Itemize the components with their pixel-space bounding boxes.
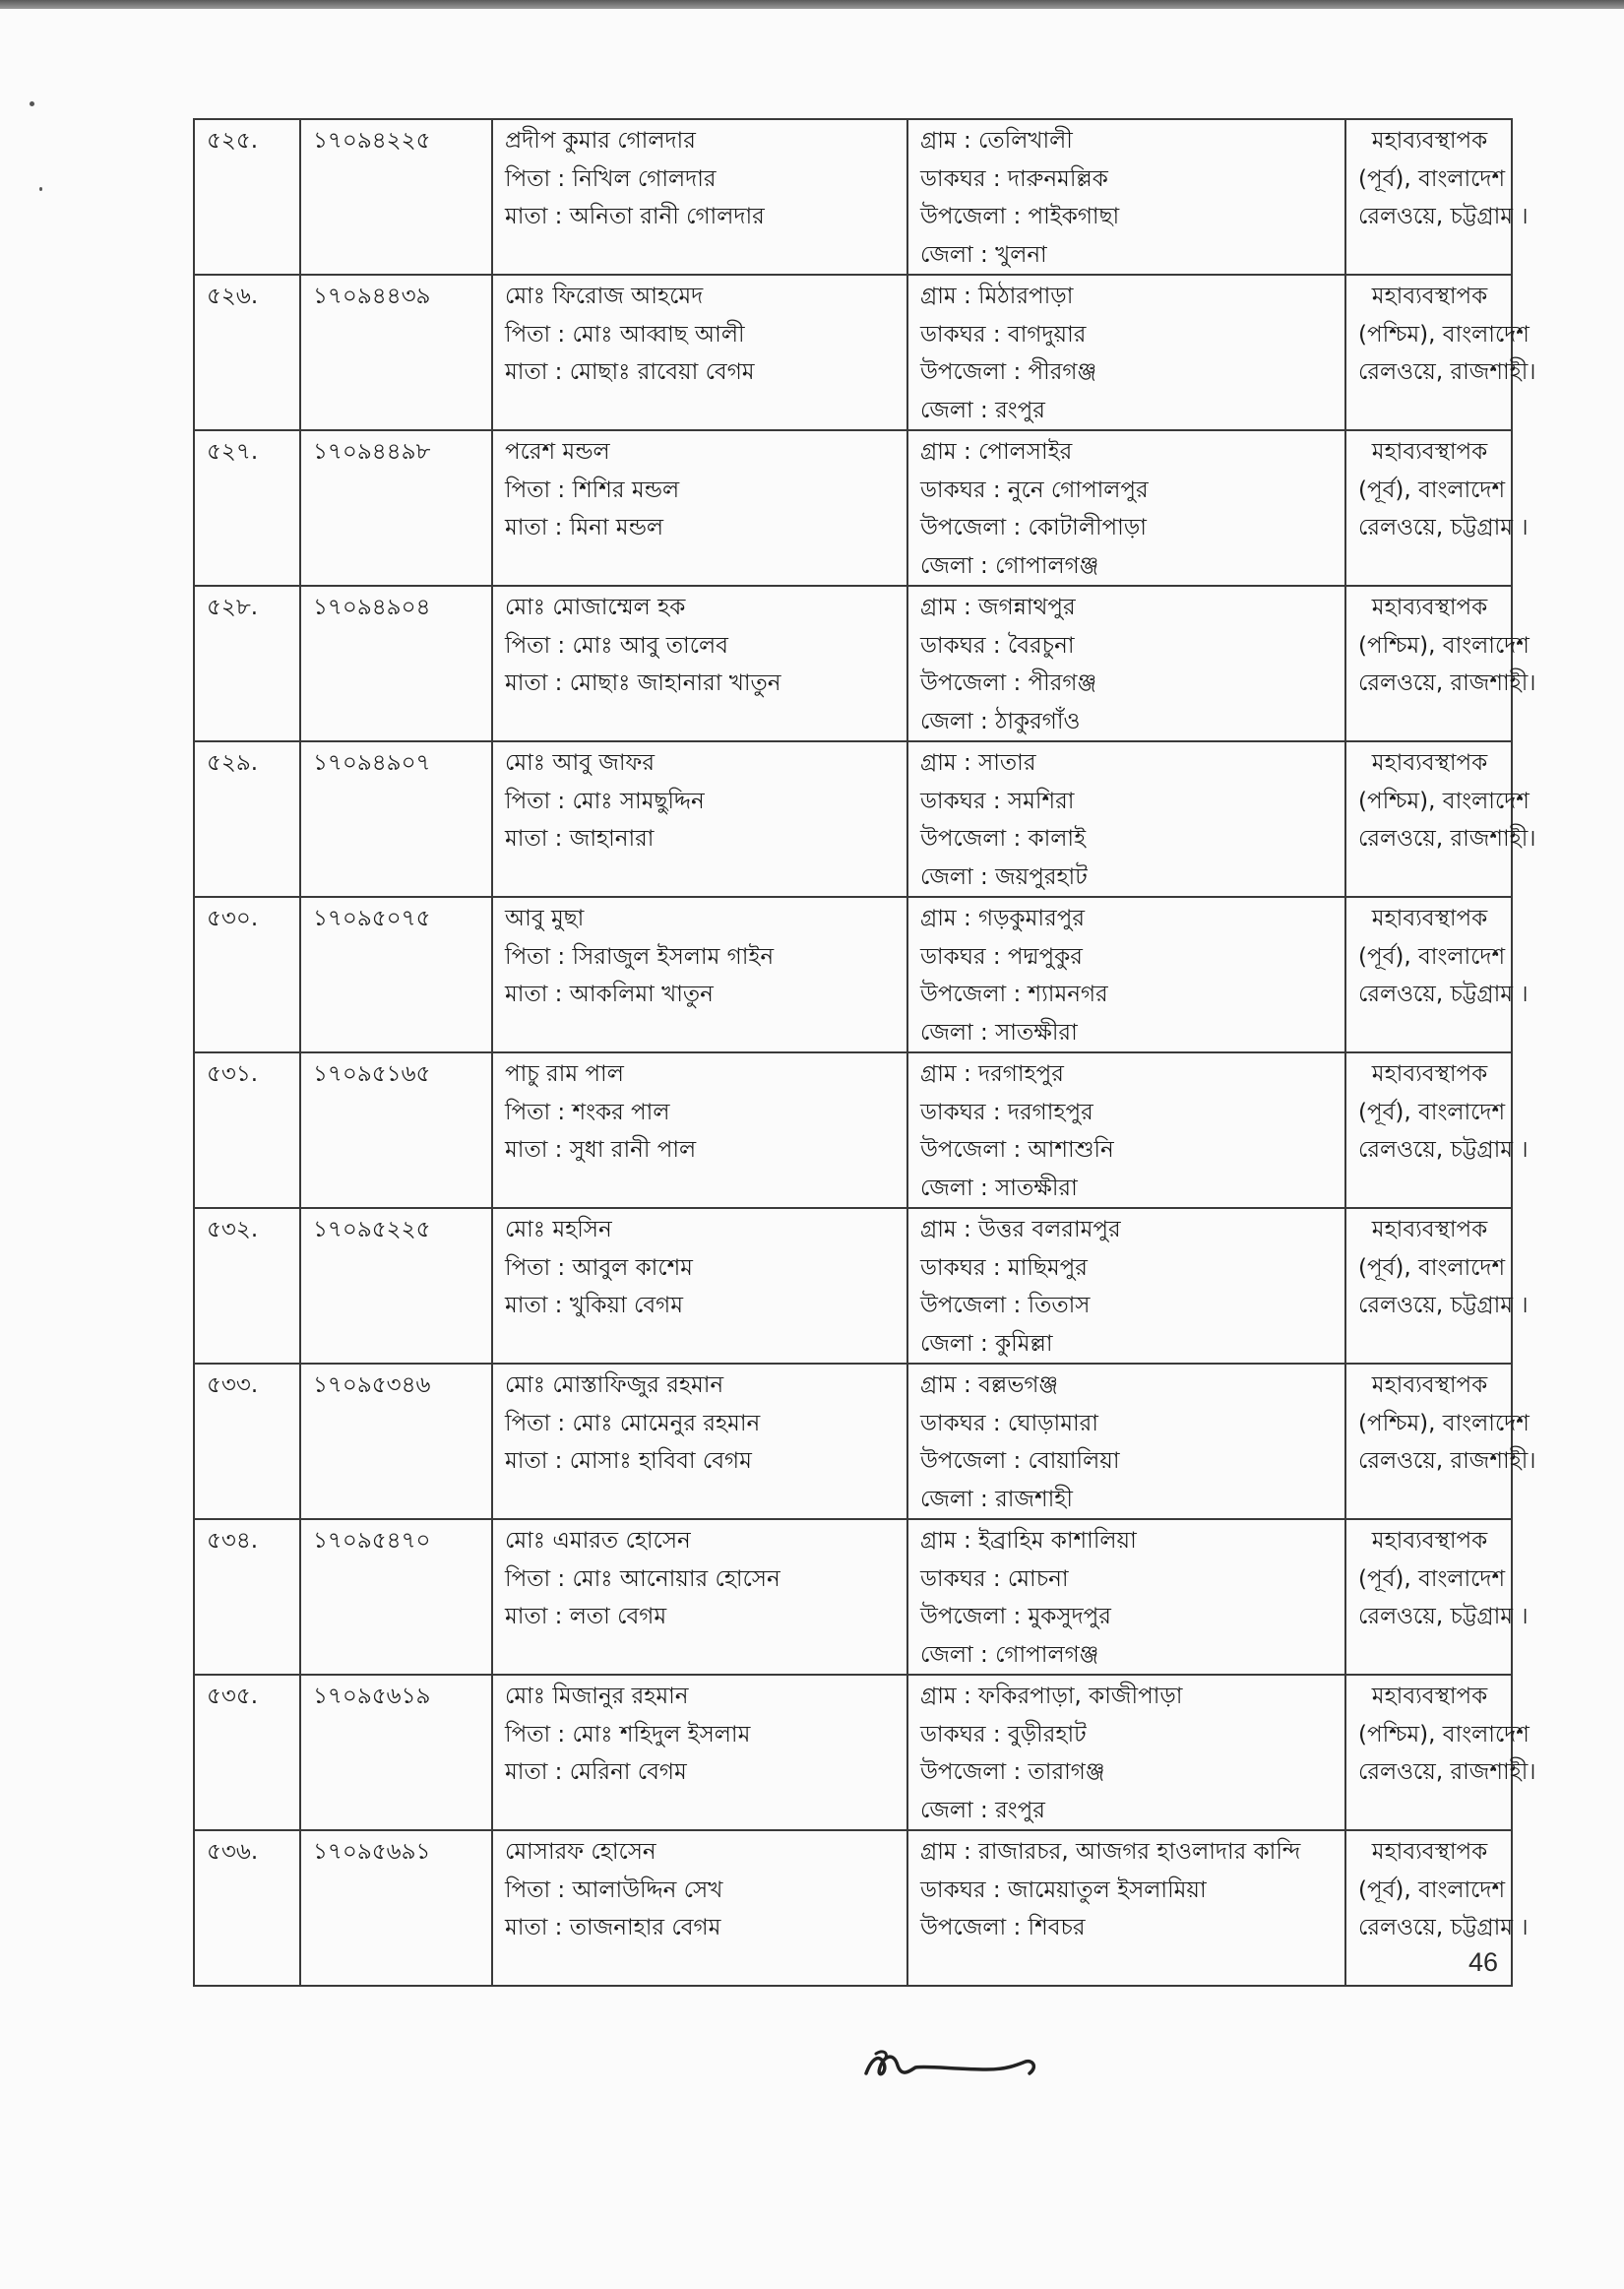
office-line-3: রেলওয়ে, চট্টগ্রাম । [1358, 982, 1529, 1007]
mother-name: মাতা : মেরিনা বেগম [505, 1759, 687, 1785]
scan-speck [30, 101, 34, 106]
roll-number: ১৭০৯৫১৬৫ [313, 1061, 431, 1087]
father-name: পিতা : মোঃ শহিদুল ইসলাম [505, 1721, 751, 1748]
candidate-name: প্রদীপ কুমার গোলদার [505, 128, 696, 154]
office-line-3: রেলওয়ে, চট্টগ্রাম । [1358, 1137, 1529, 1163]
address-upazila: উপজেলা : শিবচর [920, 1915, 1086, 1940]
mother-name: মাতা : সুধা রানী পাল [505, 1137, 697, 1163]
address-upazila: উপজেলা : আশাশুনি [920, 1137, 1114, 1163]
serial-number: ৫৩৪. [207, 1528, 259, 1554]
address-district: জেলা : জয়পুরহাট [920, 863, 1088, 890]
father-name: পিতা : আবুল কাশেম [505, 1254, 693, 1281]
office-cell [1345, 1675, 1536, 1830]
office-line-2: (পূর্ব), বাংলাদেশ [1358, 1565, 1506, 1592]
address-cell [907, 1208, 1345, 1364]
office-cell [1345, 430, 1529, 586]
signature-mark [858, 2036, 1055, 2095]
address-post-office: ডাকঘর : নুনে গোপালপুর [920, 477, 1149, 503]
name-cell [492, 897, 907, 1052]
roll-cell [300, 1364, 492, 1519]
address-district: জেলা : রংপুর [920, 397, 1045, 423]
table-row [194, 1830, 1512, 1986]
office-cell [1345, 586, 1536, 741]
serial-cell [194, 1519, 300, 1675]
address-post-office: ডাকঘর : বৈরচুনা [920, 632, 1075, 659]
roll-number: ১৭০৯৫৬১৯ [313, 1684, 431, 1709]
mother-name: মাতা : মোসাঃ হাবিবা বেগম [505, 1448, 752, 1474]
address-village: গ্রাম : সাতার [920, 750, 1036, 776]
roll-cell [300, 119, 492, 275]
office-line-2: (পশ্চিম), বাংলাদেশ [1358, 632, 1530, 659]
address-village: গ্রাম : তেলিখালী [920, 128, 1073, 154]
father-name: পিতা : মোঃ সামছুদ্দিন [505, 788, 705, 814]
office-cell [1345, 741, 1536, 897]
address-post-office: ডাকঘর : মোচনা [920, 1565, 1069, 1592]
office-cell [1345, 897, 1529, 1052]
address-village: গ্রাম : দরগাহপুর [920, 1061, 1064, 1087]
serial-cell [194, 1208, 300, 1364]
address-village: গ্রাম : রাজারচর, আজগর হাওলাদার কান্দি [920, 1839, 1301, 1865]
serial-cell [194, 275, 300, 430]
address-upazila: উপজেলা : বোয়ালিয়া [920, 1448, 1120, 1474]
serial-number: ৫৩১. [207, 1061, 259, 1087]
name-cell [492, 586, 907, 741]
scan-speck [39, 187, 42, 191]
office-line-2: (পূর্ব), বাংলাদেশ [1358, 165, 1506, 192]
address-cell [907, 119, 1345, 275]
address-upazila: উপজেলা : মুকসুদপুর [920, 1604, 1111, 1629]
father-name: পিতা : সিরাজুল ইসলাম গাইন [505, 943, 775, 970]
roll-number: ১৭০৯৫৪৭০ [313, 1528, 431, 1554]
page-number: 46 [1468, 1947, 1499, 1977]
roll-number: ১৭০৯৪৪৯৮ [313, 439, 431, 465]
address-post-office: ডাকঘর : পদ্মপুকুর [920, 943, 1083, 970]
candidate-name: মোঃ মিজানুর রহমান [505, 1684, 689, 1709]
roll-cell [300, 275, 492, 430]
candidate-name: মোঃ মোস্তাফিজুর রহমান [505, 1372, 724, 1398]
address-district: জেলা : ঠাকুরগাঁও [920, 708, 1081, 734]
table-row [194, 897, 1512, 1052]
mother-name: মাতা : তাজনাহার বেগম [505, 1915, 721, 1940]
office-line-3: রেলওয়ে, রাজশাহী। [1358, 826, 1536, 852]
address-post-office: ডাকঘর : জামেয়াতুল ইসলামিয়া [920, 1876, 1207, 1903]
office-line-1: মহাব্যবস্থাপক [1371, 1372, 1488, 1398]
table-row [194, 275, 1512, 430]
address-village: গ্রাম : বল্লভগঞ্জ [920, 1372, 1059, 1398]
office-line-2: (পূর্ব), বাংলাদেশ [1358, 1876, 1506, 1903]
top-scan-edge [0, 0, 1624, 9]
address-post-office: ডাকঘর : সমশিরা [920, 788, 1075, 814]
serial-number: ৫৩২. [207, 1217, 259, 1242]
table-row [194, 586, 1512, 741]
address-district: জেলা : খুলনা [920, 241, 1047, 268]
address-upazila: উপজেলা : পীরগঞ্জ [920, 670, 1097, 696]
serial-number: ৫২৬. [207, 284, 259, 309]
address-village: গ্রাম : ফকিরপাড়া, কাজীপাড়া [920, 1684, 1183, 1709]
office-line-2: (পশ্চিম), বাংলাদেশ [1358, 1721, 1530, 1748]
serial-cell [194, 897, 300, 1052]
address-district: জেলা : সাতক্ষীরা [920, 1175, 1078, 1201]
office-line-3: রেলওয়ে, রাজশাহী। [1358, 359, 1536, 385]
roll-number: ১৭০৯৫৩৪৬ [313, 1372, 431, 1398]
serial-cell [194, 1830, 300, 1986]
father-name: পিতা : মোঃ আবু তালেব [505, 632, 728, 659]
mother-name: মাতা : মোছাঃ জাহানারা খাতুন [505, 670, 781, 696]
address-district: জেলা : গোপালগঞ্জ [920, 1641, 1099, 1668]
address-cell [907, 1830, 1345, 1986]
roll-number: ১৭০৯৪৪৩৯ [313, 284, 431, 309]
office-line-1: মহাব্যবস্থাপক [1371, 595, 1488, 620]
address-district: জেলা : রংপুর [920, 1797, 1045, 1823]
office-line-2: (পশ্চিম), বাংলাদেশ [1358, 321, 1530, 348]
records-table-body [194, 119, 1536, 1986]
candidate-name: পাচু রাম পাল [505, 1061, 624, 1087]
serial-cell [194, 741, 300, 897]
office-line-1: মহাব্যবস্থাপক [1371, 1839, 1488, 1865]
office-cell [1345, 1208, 1529, 1364]
records-table [193, 118, 1536, 1987]
office-line-1: মহাব্যবস্থাপক [1371, 906, 1488, 931]
serial-number: ৫৩০. [207, 906, 259, 931]
office-line-3: রেলওয়ে, চট্টগ্রাম । [1358, 1604, 1529, 1629]
address-cell [907, 430, 1345, 586]
serial-number: ৫৩৬. [207, 1839, 259, 1865]
candidate-name: মোসারফ হোসেন [505, 1839, 656, 1865]
office-line-2: (পূর্ব), বাংলাদেশ [1358, 1254, 1506, 1281]
address-district: জেলা : রাজশাহী [920, 1486, 1073, 1512]
table-row [194, 1519, 1512, 1675]
father-name: পিতা : মোঃ মোমেনুর রহমান [505, 1410, 761, 1436]
roll-number: ১৭০৯৫৬৯১ [313, 1839, 431, 1865]
office-line-2: (পূর্ব), বাংলাদেশ [1358, 943, 1506, 970]
address-upazila: উপজেলা : কোটালীপাড়া [920, 515, 1147, 540]
father-name: পিতা : মোঃ আব্বাছ আলী [505, 321, 745, 348]
roll-number: ১৭০৯৫২২৫ [313, 1217, 431, 1242]
address-village: গ্রাম : গড়কুমারপুর [920, 906, 1085, 931]
address-post-office: ডাকঘর : মাছিমপুর [920, 1254, 1088, 1281]
address-upazila: উপজেলা : তিতাস [920, 1293, 1091, 1318]
mother-name: মাতা : মিনা মন্ডল [505, 515, 664, 540]
address-upazila: উপজেলা : পীরগঞ্জ [920, 359, 1097, 385]
mother-name: মাতা : জাহানারা [505, 826, 655, 852]
serial-cell [194, 430, 300, 586]
roll-number: ১৭০৯৪৯০৭ [313, 750, 431, 776]
office-line-1: মহাব্যবস্থাপক [1371, 284, 1488, 309]
address-post-office: ডাকঘর : বাগদুয়ার [920, 321, 1087, 348]
office-cell [1345, 119, 1529, 275]
roll-cell [300, 430, 492, 586]
name-cell [492, 1208, 907, 1364]
roll-number: ১৭০৯৪৯০৪ [313, 595, 431, 620]
father-name: পিতা : শিশির মন্ডল [505, 477, 680, 503]
roll-number: ১৭০৯৪২২৫ [313, 128, 431, 154]
mother-name: মাতা : আকলিমা খাতুন [505, 982, 714, 1007]
address-village: গ্রাম : উত্তর বলরামপুর [920, 1217, 1121, 1242]
office-line-2: (পশ্চিম), বাংলাদেশ [1358, 788, 1530, 814]
name-cell [492, 430, 907, 586]
address-post-office: ডাকঘর : বুড়ীরহাট [920, 1721, 1087, 1748]
serial-number: ৫২৯. [207, 750, 259, 776]
office-line-1: মহাব্যবস্থাপক [1371, 1217, 1488, 1242]
address-cell [907, 1052, 1345, 1208]
mother-name: মাতা : লতা বেগম [505, 1604, 667, 1629]
address-post-office: ডাকঘর : দারুনমল্লিক [920, 165, 1108, 192]
office-line-1: মহাব্যবস্থাপক [1371, 439, 1488, 465]
address-upazila: উপজেলা : শ্যামনগর [920, 982, 1108, 1007]
office-line-3: রেলওয়ে, চট্টগ্রাম । [1358, 515, 1529, 540]
address-cell [907, 1519, 1345, 1675]
father-name: পিতা : আলাউদ্দিন সেখ [505, 1876, 723, 1903]
table-row [194, 1052, 1512, 1208]
table-row [194, 119, 1512, 275]
father-name: পিতা : মোঃ আনোয়ার হোসেন [505, 1565, 781, 1592]
address-village: গ্রাম : জগন্নাথপুর [920, 595, 1076, 620]
office-line-3: রেলওয়ে, চট্টগ্রাম । [1358, 204, 1529, 229]
office-cell [1345, 1364, 1536, 1519]
office-line-2: (পূর্ব), বাংলাদেশ [1358, 1099, 1506, 1125]
address-village: গ্রাম : ইব্রাহিম কাশালিয়া [920, 1528, 1137, 1554]
candidate-name: মোঃ মহসিন [505, 1217, 612, 1242]
table-row [194, 1208, 1512, 1364]
table-row [194, 1364, 1512, 1519]
serial-number: ৫২৮. [207, 595, 259, 620]
candidate-name: মোঃ মোজাম্মেল হক [505, 595, 686, 620]
office-cell [1345, 1052, 1529, 1208]
name-cell [492, 275, 907, 430]
name-cell [492, 1675, 907, 1830]
address-cell [907, 275, 1345, 430]
address-cell [907, 741, 1345, 897]
office-line-3: রেলওয়ে, রাজশাহী। [1358, 670, 1536, 696]
address-district [920, 1947, 1335, 1986]
serial-cell [194, 119, 300, 275]
name-cell [492, 741, 907, 897]
name-cell [492, 1364, 907, 1519]
address-village: গ্রাম : মিঠারপাড়া [920, 284, 1074, 309]
address-upazila: উপজেলা : তারাগঞ্জ [920, 1759, 1105, 1785]
roll-cell [300, 586, 492, 741]
address-post-office: ডাকঘর : ঘোড়ামারা [920, 1410, 1098, 1436]
office-line-1: মহাব্যবস্থাপক [1371, 1684, 1488, 1709]
address-cell [907, 897, 1345, 1052]
roll-cell [300, 1519, 492, 1675]
office-line-1: মহাব্যবস্থাপক [1371, 750, 1488, 776]
candidate-name: মোঃ আবু জাফর [505, 750, 655, 776]
roll-cell [300, 897, 492, 1052]
serial-number: ৫২৭. [207, 439, 259, 465]
candidate-name: আবু মুছা [505, 906, 585, 931]
serial-cell [194, 586, 300, 741]
name-cell [492, 1830, 907, 1986]
roll-number: ১৭০৯৫০৭৫ [313, 906, 431, 931]
serial-number: ৫২৫. [207, 128, 259, 154]
candidate-name: মোঃ এমারত হোসেন [505, 1528, 691, 1554]
office-line-1: মহাব্যবস্থাপক [1371, 1061, 1488, 1087]
table-row [194, 741, 1512, 897]
roll-cell [300, 1675, 492, 1830]
address-upazila: উপজেলা : কালাই [920, 826, 1087, 852]
address-cell [907, 1364, 1345, 1519]
roll-cell [300, 741, 492, 897]
address-district: জেলা : গোপালগঞ্জ [920, 552, 1099, 579]
office-line-3: রেলওয়ে, চট্টগ্রাম । [1358, 1915, 1529, 1940]
candidate-name: মোঃ ফিরোজ আহমেদ [505, 284, 704, 309]
table-row [194, 430, 1512, 586]
mother-name: মাতা : মোছাঃ রাবেয়া বেগম [505, 359, 755, 385]
serial-number: ৫৩৩. [207, 1372, 259, 1398]
address-upazila: উপজেলা : পাইকগাছা [920, 204, 1120, 229]
mother-name: মাতা : অনিতা রানী গোলদার [505, 204, 765, 229]
office-line-1: মহাব্যবস্থাপক [1371, 128, 1488, 154]
roll-cell [300, 1830, 492, 1986]
father-name: পিতা : শংকর পাল [505, 1099, 670, 1125]
office-line-2: (পশ্চিম), বাংলাদেশ [1358, 1410, 1530, 1436]
name-cell [492, 1052, 907, 1208]
serial-cell [194, 1364, 300, 1519]
office-line-2: (পূর্ব), বাংলাদেশ [1358, 477, 1506, 503]
office-line-1: মহাব্যবস্থাপক [1371, 1528, 1488, 1554]
office-cell [1345, 275, 1536, 430]
name-cell [492, 1519, 907, 1675]
address-district: জেলা : সাতক্ষীরা [920, 1019, 1078, 1046]
name-cell [492, 119, 907, 275]
address-village: গ্রাম : পোলসাইর [920, 439, 1073, 465]
address-district: জেলা : কুমিল্লা [920, 1330, 1053, 1357]
serial-cell [194, 1052, 300, 1208]
serial-number: ৫৩৫. [207, 1684, 259, 1709]
serial-cell [194, 1675, 300, 1830]
address-cell [907, 586, 1345, 741]
office-line-3: রেলওয়ে, রাজশাহী। [1358, 1759, 1536, 1785]
table-row [194, 1675, 1512, 1830]
mother-name: মাতা : খুকিয়া বেগম [505, 1293, 684, 1318]
office-line-3: রেলওয়ে, চট্টগ্রাম । [1358, 1293, 1529, 1318]
office-line-3: রেলওয়ে, রাজশাহী। [1358, 1448, 1536, 1474]
address-post-office: ডাকঘর : দরগাহপুর [920, 1099, 1093, 1125]
father-name: পিতা : নিখিল গোলদার [505, 165, 717, 192]
roll-cell [300, 1208, 492, 1364]
roll-cell [300, 1052, 492, 1208]
address-cell [907, 1675, 1345, 1830]
office-cell [1345, 1519, 1529, 1675]
candidate-name: পরেশ মন্ডল [505, 439, 610, 465]
